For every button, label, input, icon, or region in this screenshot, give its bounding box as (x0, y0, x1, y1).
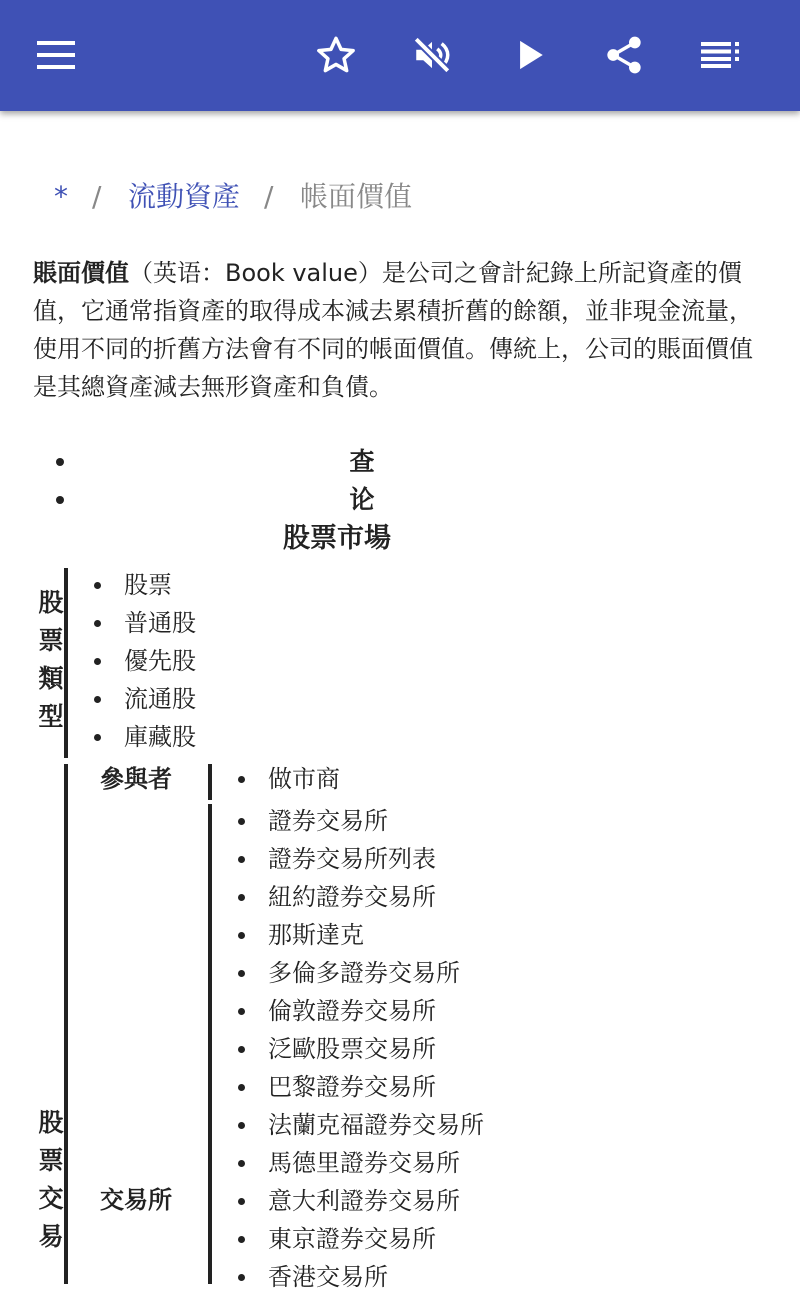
play-button[interactable] (500, 25, 560, 85)
group-label-stock-trading: 股票交易 (38, 1108, 64, 1251)
breadcrumb-parent-link[interactable]: 流動資產 (128, 180, 241, 213)
app-bar (0, 0, 800, 111)
star-icon (315, 34, 357, 76)
subgroup-divider (208, 804, 212, 1284)
list-item[interactable]: 多倫多證券交易所 (238, 954, 484, 992)
breadcrumb-current: 帳面價值 (300, 180, 413, 213)
list-item[interactable]: 紐約證券交易所 (238, 878, 484, 916)
list-item[interactable]: 意大利證券交易所 (238, 1182, 484, 1220)
navbox-view-link[interactable]: 查 (0, 443, 724, 481)
list-item[interactable]: 巴黎證券交易所 (238, 1068, 484, 1106)
group-divider (64, 764, 68, 1284)
subgroup-label-participants: 參與者 (100, 765, 172, 793)
breadcrumb-separator: / (92, 180, 102, 213)
subgroup-divider (208, 764, 212, 800)
group-divider (64, 568, 68, 758)
list-item[interactable]: 股票 (94, 566, 196, 604)
share-icon (604, 35, 644, 75)
favorite-button[interactable] (306, 25, 366, 85)
play-icon (513, 38, 547, 72)
bullet (56, 496, 64, 504)
list-item[interactable]: 庫藏股 (94, 718, 196, 756)
list-item[interactable]: 那斯達克 (238, 916, 484, 954)
list-item[interactable]: 泛歐股票交易所 (238, 1030, 484, 1068)
contents-button[interactable] (690, 25, 750, 85)
navbox-title[interactable]: 股票市場 (283, 523, 391, 554)
article-intro (33, 254, 773, 406)
stock-types-list (94, 566, 196, 756)
list-item[interactable]: 馬德里證券交易所 (238, 1144, 484, 1182)
article-term: 賬面價值 (33, 259, 129, 287)
list-item[interactable]: 證券交易所 (238, 802, 484, 840)
navbox-talk-link[interactable]: 论 (0, 481, 724, 519)
menu-button[interactable] (26, 25, 86, 85)
list-item[interactable]: 倫敦證券交易所 (238, 992, 484, 1030)
playlist-icon (701, 42, 739, 68)
list-item[interactable]: 香港交易所 (238, 1258, 484, 1296)
list-item[interactable]: 流通股 (94, 680, 196, 718)
menu-icon (37, 41, 75, 69)
breadcrumb (0, 170, 800, 230)
group-label-stock-types: 股票類型 (38, 588, 64, 731)
breadcrumb-separator: / (264, 180, 274, 213)
list-item[interactable]: 優先股 (94, 642, 196, 680)
exchanges-list (238, 802, 484, 1296)
list-item[interactable]: 法蘭克福證券交易所 (238, 1106, 484, 1144)
subgroup-label-exchanges: 交易所 (100, 1186, 172, 1214)
breadcrumb-home-link[interactable]: * (54, 180, 68, 213)
volume-off-icon (411, 34, 453, 76)
list-item[interactable]: 證券交易所列表 (238, 840, 484, 878)
list-item[interactable]: 普通股 (94, 604, 196, 642)
article-body: （英语：Book value）是公司之會計紀錄上所記資產的價值，它通常指資產的取得成本減去累積折舊的餘額，並非現金流量，使用不同的折舊方法會有不同的帳面價值。傳統上，公司的賬面價值是其總資產減去無形資產和負債。 (33, 259, 753, 401)
share-button[interactable] (594, 25, 654, 85)
mute-button[interactable] (402, 25, 462, 85)
list-item[interactable]: 東京證券交易所 (238, 1220, 484, 1258)
bullet (56, 458, 64, 466)
list-item[interactable]: 做市商 (238, 760, 340, 798)
participants-list (238, 760, 340, 798)
